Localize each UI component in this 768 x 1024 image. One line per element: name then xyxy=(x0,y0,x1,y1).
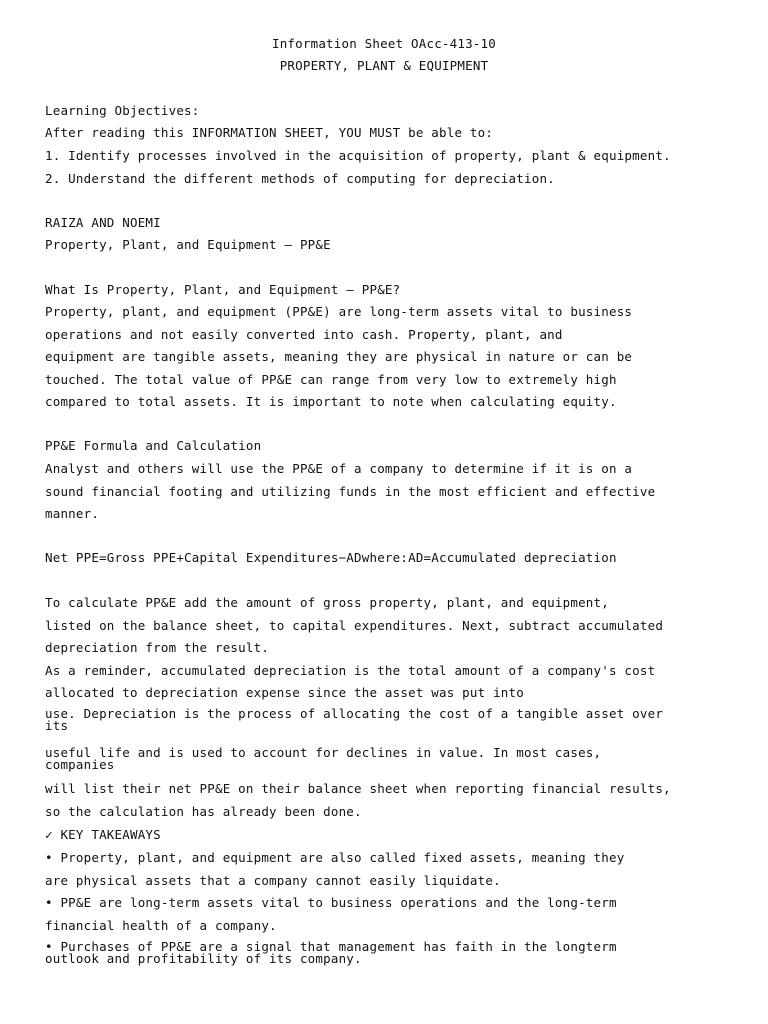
takeaways-heading: ✓ KEY TAKEAWAYS xyxy=(45,827,161,842)
paragraph-line: listed on the balance sheet, to capital expenditures. Next, subtract accumulated xyxy=(45,618,664,633)
paragraph-line: Property, plant, and equipment (PP&E) are long-term assets vital to business xyxy=(45,304,633,319)
paragraph-line: To calculate PP&E add the amount of gross property, plant, and equipment, xyxy=(45,595,609,610)
sheet-title: Information Sheet OAcc-413-10 xyxy=(271,36,497,51)
objective-item: 1. Identify processes involved in the acquisition of property, plant & equipment. xyxy=(45,148,671,163)
takeaway-line: are physical assets that a company cannot easily liquidate. xyxy=(45,873,501,888)
paragraph-line: so the calculation has already been done. xyxy=(45,804,362,819)
paragraph-line: Analyst and others will use the PP&E of a company to determine if it is on a xyxy=(45,461,633,476)
section-heading: PP&E Formula and Calculation xyxy=(45,438,262,453)
takeaway-line: • Property, plant, and equipment are also called fixed assets, meaning they xyxy=(45,850,625,865)
sheet-subtitle: PROPERTY, PLANT & EQUIPMENT xyxy=(279,58,489,73)
paragraph-line: compared to total assets. It is important to note when calculating equity. xyxy=(45,394,617,409)
paragraph-line: As a reminder, accumulated depreciation is the total amount of a company's cost xyxy=(45,663,656,678)
author-names: RAIZA AND NOEMI xyxy=(45,215,161,230)
paragraph-line-wrapped: use. Depreciation is the process of allocating the cost of a tangible asset over its xyxy=(45,706,664,733)
objectives-intro: After reading this INFORMATION SHEET, YOU MUST be able to: xyxy=(45,125,494,140)
paragraph-line: operations and not easily converted into cash. Property, plant, and xyxy=(45,327,563,342)
paragraph-line: manner. xyxy=(45,506,100,521)
paragraph-line: will list their net PP&E on their balance sheet when reporting financial results, xyxy=(45,781,671,796)
section-heading: What Is Property, Plant, and Equipment – PP&E? xyxy=(45,282,401,297)
paragraph-line: equipment are tangible assets, meaning they are physical in nature or can be xyxy=(45,349,633,364)
paragraph-line: touched. The total value of PP&E can range from very low to extremely high xyxy=(45,372,617,387)
objective-item: 2. Understand the different methods of computing for depreciation. xyxy=(45,171,555,186)
takeaway-line-wrapped: • Purchases of PP&E are a signal that management has faith in the longterm outlook and profitability of its company. xyxy=(45,939,617,966)
paragraph-line: sound financial footing and utilizing funds in the most efficient and effective xyxy=(45,484,656,499)
objectives-heading: Learning Objectives: xyxy=(45,103,200,118)
paragraph-line: allocated to depreciation expense since the asset was put into xyxy=(45,685,524,700)
takeaway-line: financial health of a company. xyxy=(45,918,277,933)
paragraph-line-wrapped: useful life and is used to account for declines in value. In most cases, companies xyxy=(45,745,602,772)
topic-line: Property, Plant, and Equipment – PP&E xyxy=(45,237,331,252)
takeaway-line: • PP&E are long-term assets vital to business operations and the long-term xyxy=(45,895,617,910)
paragraph-line: depreciation from the result. xyxy=(45,640,270,655)
ppe-formula: Net PPE=Gross PPE+Capital Expenditures−ADwhere:AD=Accumulated depreciation xyxy=(45,550,617,565)
